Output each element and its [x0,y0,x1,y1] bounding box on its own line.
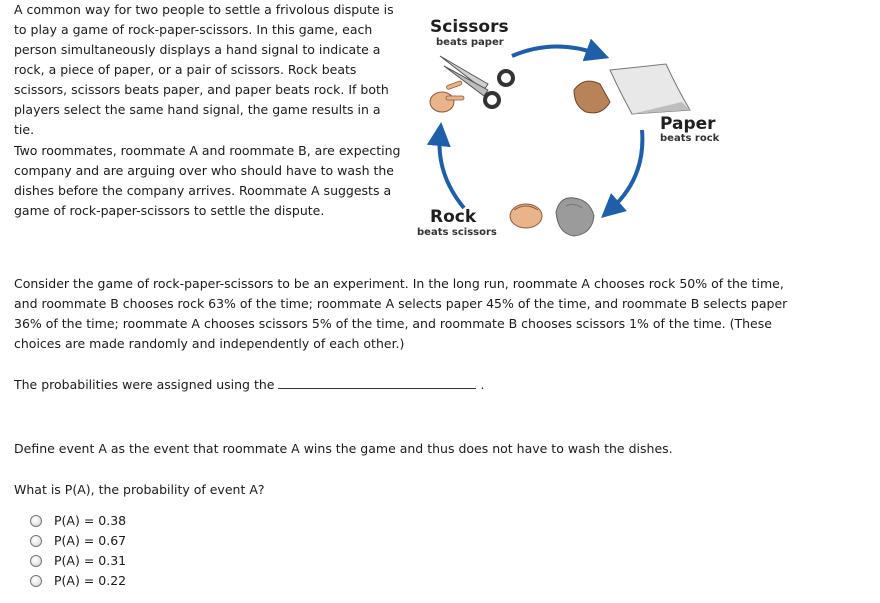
paper-sheet-icon [610,64,690,114]
arrow-rock-to-scissors [440,134,465,208]
scissors-title: Scissors [430,17,509,37]
radio-button[interactable] [30,555,42,567]
intro-paragraph-2: Two roommates, roommate A and roommate B, are expecting company and are arguing over who should have to wash the dishes before the company arrives. Roommate A suggests a game of rock-paper-scissors to settle the dispute. [14,143,401,218]
paper-hand-icon [574,81,610,113]
paper-title: Paper [660,114,716,134]
arrow-paper-to-rock [610,130,642,210]
rock-paper-scissors-diagram [414,6,730,246]
answer-option[interactable] [30,571,126,591]
answer-option[interactable] [30,511,126,531]
scissors-hand-icon [430,81,464,112]
answer-options [30,511,126,591]
radio-button[interactable] [30,575,42,587]
rock-stone-icon [556,198,594,236]
question-text: What is P(A), the probability of event A? [14,482,265,497]
answer-option[interactable] [30,531,126,551]
answer-option[interactable] [30,551,126,571]
arrow-scissors-to-paper [512,46,598,56]
answer-option-label: P(A) = 0.31 [54,553,127,568]
answer-option-label: P(A) = 0.22 [54,573,127,588]
rock-fist-icon [510,204,542,228]
scissors-subtitle: beats paper [436,37,504,48]
rock-subtitle: beats scissors [417,227,497,238]
fill-blank-suffix: . [480,377,485,392]
answer-option-label: P(A) = 0.38 [54,513,127,528]
fill-blank-prefix: The probabilities were assigned using the [14,377,275,392]
radio-button[interactable] [30,535,42,547]
event-definition: Define event A as the event that roommate A wins the game and thus does not have to wash the dishes. [14,441,673,456]
experiment-paragraph: Consider the game of rock-paper-scissors to be an experiment. In the long run, roommate A chooses rock 50% of the time, and roommate B chooses rock 63% of the time; roommate A selects paper 45% of the time, and roommate B selects paper 36% of the time; roommate A chooses scissors 5% of the time, and roommate B chooses scissors 1% of the time. (These choices are made randomly and independently of each other.) [14,276,788,351]
answer-option-label: P(A) = 0.67 [54,533,127,548]
paper-subtitle: beats rock [660,133,720,144]
fill-in-blank-statement [14,375,614,395]
intro-paragraph-1: A common way for two people to settle a frivolous dispute is to play a game of rock-paper-scissors. In this game, each person simultaneously displays a hand signal to indicate a rock, a piece of paper, or a pair of scissors. Rock beats scissors, scissors beats paper, and paper beats rock. If both players select the same hand signal, the game results in a tie. [14,2,394,137]
rock-title: Rock [430,207,477,227]
radio-button[interactable] [30,515,42,527]
answer-blank[interactable] [278,375,476,389]
